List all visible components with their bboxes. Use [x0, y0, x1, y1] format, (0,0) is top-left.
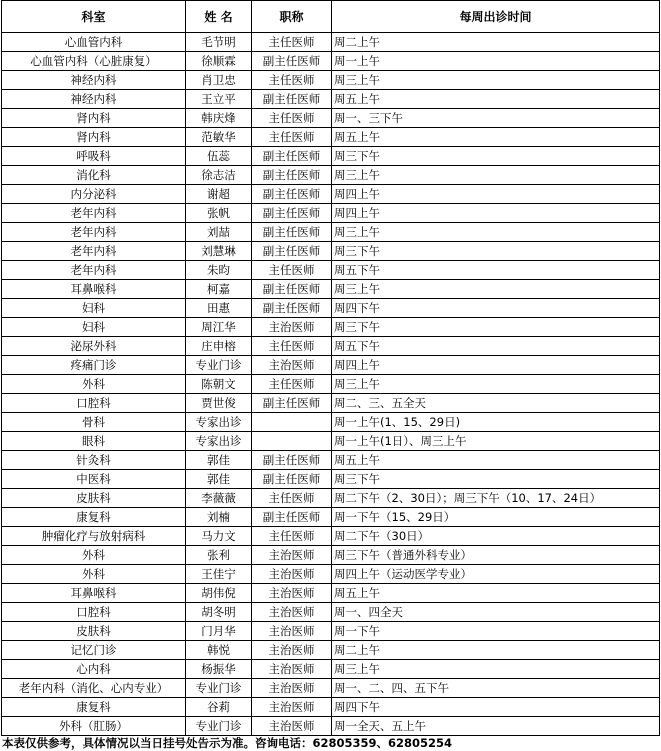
- doctor-name-cell: 谷莉: [186, 698, 252, 717]
- clinic-schedule-table: [1, 0, 660, 736]
- weekly-hours-cell: 周四上午（运动医学专业）: [332, 565, 660, 584]
- table-row: [2, 109, 660, 128]
- title-cell: 主治医师: [252, 318, 332, 337]
- department-cell: 耳鼻喉科: [2, 280, 186, 299]
- table-row: [2, 318, 660, 337]
- weekly-hours-cell: 周二下午（2、30日）；周三下午（10、17、24日）: [332, 489, 660, 508]
- table-row: [2, 565, 660, 584]
- weekly-hours-cell: 周三上午: [332, 71, 660, 90]
- table-row: [2, 337, 660, 356]
- table-row: [2, 679, 660, 698]
- weekly-hours-cell: 周四上午: [332, 204, 660, 223]
- weekly-hours-cell: 周一、三下午: [332, 109, 660, 128]
- department-cell: 心血管内科（心脏康复）: [2, 52, 186, 71]
- doctor-name-cell: 王立平: [186, 90, 252, 109]
- title-cell: 主治医师: [252, 546, 332, 565]
- title-cell: 主任医师: [252, 33, 332, 52]
- weekly-hours-cell: 周五上午: [332, 451, 660, 470]
- title-cell: 副主任医师: [252, 204, 332, 223]
- table-row: [2, 698, 660, 717]
- weekly-hours-cell: 周三上午: [332, 660, 660, 679]
- department-cell: 外科: [2, 565, 186, 584]
- department-cell: 妇科: [2, 318, 186, 337]
- department-cell: 心内科: [2, 660, 186, 679]
- department-cell: 老年内科: [2, 204, 186, 223]
- doctor-name-cell: 范敏华: [186, 128, 252, 147]
- title-cell: 副主任医师: [252, 185, 332, 204]
- title-cell: 主治医师: [252, 356, 332, 375]
- weekly-hours-cell: 周五下午: [332, 261, 660, 280]
- header-doctor-name: 姓 名: [186, 1, 252, 33]
- table-row: [2, 451, 660, 470]
- title-cell: 副主任医师: [252, 52, 332, 71]
- department-cell: 康复科: [2, 698, 186, 717]
- department-cell: 肾内科: [2, 128, 186, 147]
- department-cell: 老年内科: [2, 223, 186, 242]
- title-cell: 主任医师: [252, 261, 332, 280]
- department-cell: 外科（肛肠）: [2, 717, 186, 736]
- title-cell: 主任医师: [252, 337, 332, 356]
- table-row: [2, 584, 660, 603]
- doctor-name-cell: 陈朝文: [186, 375, 252, 394]
- table-row: [2, 432, 660, 451]
- title-cell: 主任医师: [252, 71, 332, 90]
- header-department: 科室: [2, 1, 186, 33]
- table-row: [2, 470, 660, 489]
- weekly-hours-cell: 周四上午: [332, 185, 660, 204]
- department-cell: 疼痛门诊: [2, 356, 186, 375]
- title-cell: 主治医师: [252, 603, 332, 622]
- department-cell: 骨科: [2, 413, 186, 432]
- department-cell: 口腔科: [2, 603, 186, 622]
- weekly-hours-cell: 周一全天、五上午: [332, 717, 660, 736]
- weekly-hours-cell: 周一下午: [332, 622, 660, 641]
- department-cell: 内分泌科: [2, 185, 186, 204]
- doctor-name-cell: 韩悦: [186, 641, 252, 660]
- table-row: [2, 356, 660, 375]
- doctor-name-cell: 杨振华: [186, 660, 252, 679]
- weekly-hours-cell: 周三上午: [332, 280, 660, 299]
- table-row: [2, 71, 660, 90]
- title-cell: 副主任医师: [252, 147, 332, 166]
- header-row: [2, 1, 660, 33]
- weekly-hours-cell: 周一、二、四、五下午: [332, 679, 660, 698]
- title-cell: 主任医师: [252, 109, 332, 128]
- title-cell: 主任医师: [252, 128, 332, 147]
- table-row: [2, 717, 660, 736]
- weekly-hours-cell: 周二、三、五全天: [332, 394, 660, 413]
- title-cell: 主治医师: [252, 717, 332, 736]
- weekly-hours-cell: 周一下午（15、29日）: [332, 508, 660, 527]
- department-cell: 皮肤科: [2, 622, 186, 641]
- title-cell: 主治医师: [252, 584, 332, 603]
- title-cell: 主治医师: [252, 698, 332, 717]
- doctor-name-cell: 专家出诊: [186, 432, 252, 451]
- doctor-name-cell: 刘楠: [186, 508, 252, 527]
- department-cell: 神经内科: [2, 90, 186, 109]
- title-cell: 主治医师: [252, 641, 332, 660]
- weekly-hours-cell: 周四下午: [332, 698, 660, 717]
- department-cell: 肿瘤化疗与放射病科: [2, 527, 186, 546]
- weekly-hours-cell: 周三下午: [332, 318, 660, 337]
- table-row: [2, 185, 660, 204]
- weekly-hours-cell: 周三下午: [332, 470, 660, 489]
- table-row: [2, 299, 660, 318]
- title-cell: 副主任医师: [252, 470, 332, 489]
- title-cell: 副主任医师: [252, 242, 332, 261]
- doctor-name-cell: 专业门诊: [186, 679, 252, 698]
- table-row: [2, 394, 660, 413]
- doctor-name-cell: 专业门诊: [186, 717, 252, 736]
- doctor-name-cell: 张利: [186, 546, 252, 565]
- doctor-name-cell: 肖卫忠: [186, 71, 252, 90]
- department-cell: 口腔科: [2, 394, 186, 413]
- title-cell: 主治医师: [252, 622, 332, 641]
- doctor-name-cell: 郭佳: [186, 451, 252, 470]
- doctor-name-cell: 田惠: [186, 299, 252, 318]
- weekly-hours-cell: 周三下午: [332, 242, 660, 261]
- department-cell: 老年内科: [2, 242, 186, 261]
- title-cell: 副主任医师: [252, 166, 332, 185]
- weekly-hours-cell: 周三上午: [332, 166, 660, 185]
- table-row: [2, 375, 660, 394]
- table-row: [2, 413, 660, 432]
- doctor-name-cell: 刘慧琳: [186, 242, 252, 261]
- title-cell: 主任医师: [252, 489, 332, 508]
- doctor-name-cell: 专家出诊: [186, 413, 252, 432]
- table-row: [2, 641, 660, 660]
- doctor-name-cell: 李薇薇: [186, 489, 252, 508]
- weekly-hours-cell: 周五下午: [332, 337, 660, 356]
- weekly-hours-cell: 周四下午: [332, 299, 660, 318]
- doctor-name-cell: 毛节明: [186, 33, 252, 52]
- doctor-name-cell: 庄申榕: [186, 337, 252, 356]
- footer-note: 本表仅供参考，具体情况以当日挂号处告示为准。咨询电话：62805359、62805254: [2, 736, 453, 750]
- title-cell: 主治医师: [252, 660, 332, 679]
- table-row: [2, 261, 660, 280]
- department-cell: 眼科: [2, 432, 186, 451]
- department-cell: 康复科: [2, 508, 186, 527]
- table-row: [2, 90, 660, 109]
- department-cell: 消化科: [2, 166, 186, 185]
- title-cell: [252, 432, 332, 451]
- doctor-name-cell: 伍蕊: [186, 147, 252, 166]
- title-cell: 副主任医师: [252, 508, 332, 527]
- title-cell: 主任医师: [252, 527, 332, 546]
- department-cell: 老年内科: [2, 261, 186, 280]
- doctor-name-cell: 王佳宁: [186, 565, 252, 584]
- department-cell: 记忆门诊: [2, 641, 186, 660]
- doctor-name-cell: 徐顺霖: [186, 52, 252, 71]
- department-cell: 泌尿外科: [2, 337, 186, 356]
- table-row: [2, 204, 660, 223]
- department-cell: 外科: [2, 546, 186, 565]
- title-cell: 主治医师: [252, 679, 332, 698]
- department-cell: 耳鼻喉科: [2, 584, 186, 603]
- doctor-name-cell: 刘喆: [186, 223, 252, 242]
- doctor-name-cell: 贾世俊: [186, 394, 252, 413]
- department-cell: 中医科: [2, 470, 186, 489]
- weekly-hours-cell: 周二上午: [332, 33, 660, 52]
- weekly-hours-cell: 周二上午: [332, 641, 660, 660]
- table-row: [2, 33, 660, 52]
- weekly-hours-cell: 周四上午: [332, 356, 660, 375]
- weekly-hours-cell: 周三下午: [332, 147, 660, 166]
- weekly-hours-cell: 周二下午（30日）: [332, 527, 660, 546]
- weekly-hours-cell: 周三下午（普通外科专业）: [332, 546, 660, 565]
- table-row: [2, 508, 660, 527]
- title-cell: 副主任医师: [252, 280, 332, 299]
- weekly-hours-cell: 周一上午(1日）、周三上午: [332, 432, 660, 451]
- title-cell: 副主任医师: [252, 299, 332, 318]
- doctor-name-cell: 徐志洁: [186, 166, 252, 185]
- department-cell: 呼吸科: [2, 147, 186, 166]
- department-cell: 皮肤科: [2, 489, 186, 508]
- doctor-name-cell: 谢超: [186, 185, 252, 204]
- table-row: [2, 280, 660, 299]
- table-row: [2, 622, 660, 641]
- title-cell: 主任医师: [252, 375, 332, 394]
- table-row: [2, 223, 660, 242]
- doctor-name-cell: 马力文: [186, 527, 252, 546]
- doctor-name-cell: 胡冬明: [186, 603, 252, 622]
- department-cell: 老年内科（消化、心内专业）: [2, 679, 186, 698]
- title-cell: 副主任医师: [252, 451, 332, 470]
- doctor-name-cell: 韩庆烽: [186, 109, 252, 128]
- table-row: [2, 527, 660, 546]
- doctor-name-cell: 专业门诊: [186, 356, 252, 375]
- table-body: [2, 33, 660, 736]
- doctor-name-cell: 周江华: [186, 318, 252, 337]
- department-cell: 肾内科: [2, 109, 186, 128]
- doctor-name-cell: 门月华: [186, 622, 252, 641]
- table-header: [2, 1, 660, 33]
- doctor-name-cell: 朱昀: [186, 261, 252, 280]
- weekly-hours-cell: 周五上午: [332, 90, 660, 109]
- table-row: [2, 242, 660, 261]
- title-cell: 副主任医师: [252, 223, 332, 242]
- table-row: [2, 660, 660, 679]
- doctor-name-cell: 胡伟倪: [186, 584, 252, 603]
- doctor-name-cell: 张帆: [186, 204, 252, 223]
- header-weekly-hours: 每周出诊时间: [332, 1, 660, 33]
- department-cell: 针灸科: [2, 451, 186, 470]
- title-cell: [252, 413, 332, 432]
- weekly-hours-cell: 周五上午: [332, 128, 660, 147]
- table-row: [2, 147, 660, 166]
- table-row: [2, 166, 660, 185]
- title-cell: 主治医师: [252, 565, 332, 584]
- title-cell: 副主任医师: [252, 394, 332, 413]
- title-cell: 副主任医师: [252, 90, 332, 109]
- weekly-hours-cell: 周五上午: [332, 584, 660, 603]
- table-row: [2, 603, 660, 622]
- table-row: [2, 489, 660, 508]
- table-row: [2, 52, 660, 71]
- department-cell: 妇科: [2, 299, 186, 318]
- department-cell: 心血管内科: [2, 33, 186, 52]
- department-cell: 神经内科: [2, 71, 186, 90]
- weekly-hours-cell: 周一、四全天: [332, 603, 660, 622]
- table-row: [2, 546, 660, 565]
- weekly-hours-cell: 周一上午(1、15、29日): [332, 413, 660, 432]
- table-row: [2, 128, 660, 147]
- weekly-hours-cell: 周三上午: [332, 375, 660, 394]
- doctor-name-cell: 郭佳: [186, 470, 252, 489]
- header-title: 职称: [252, 1, 332, 33]
- department-cell: 外科: [2, 375, 186, 394]
- weekly-hours-cell: 周三上午: [332, 223, 660, 242]
- doctor-name-cell: 柯嘉: [186, 280, 252, 299]
- weekly-hours-cell: 周一上午: [332, 52, 660, 71]
